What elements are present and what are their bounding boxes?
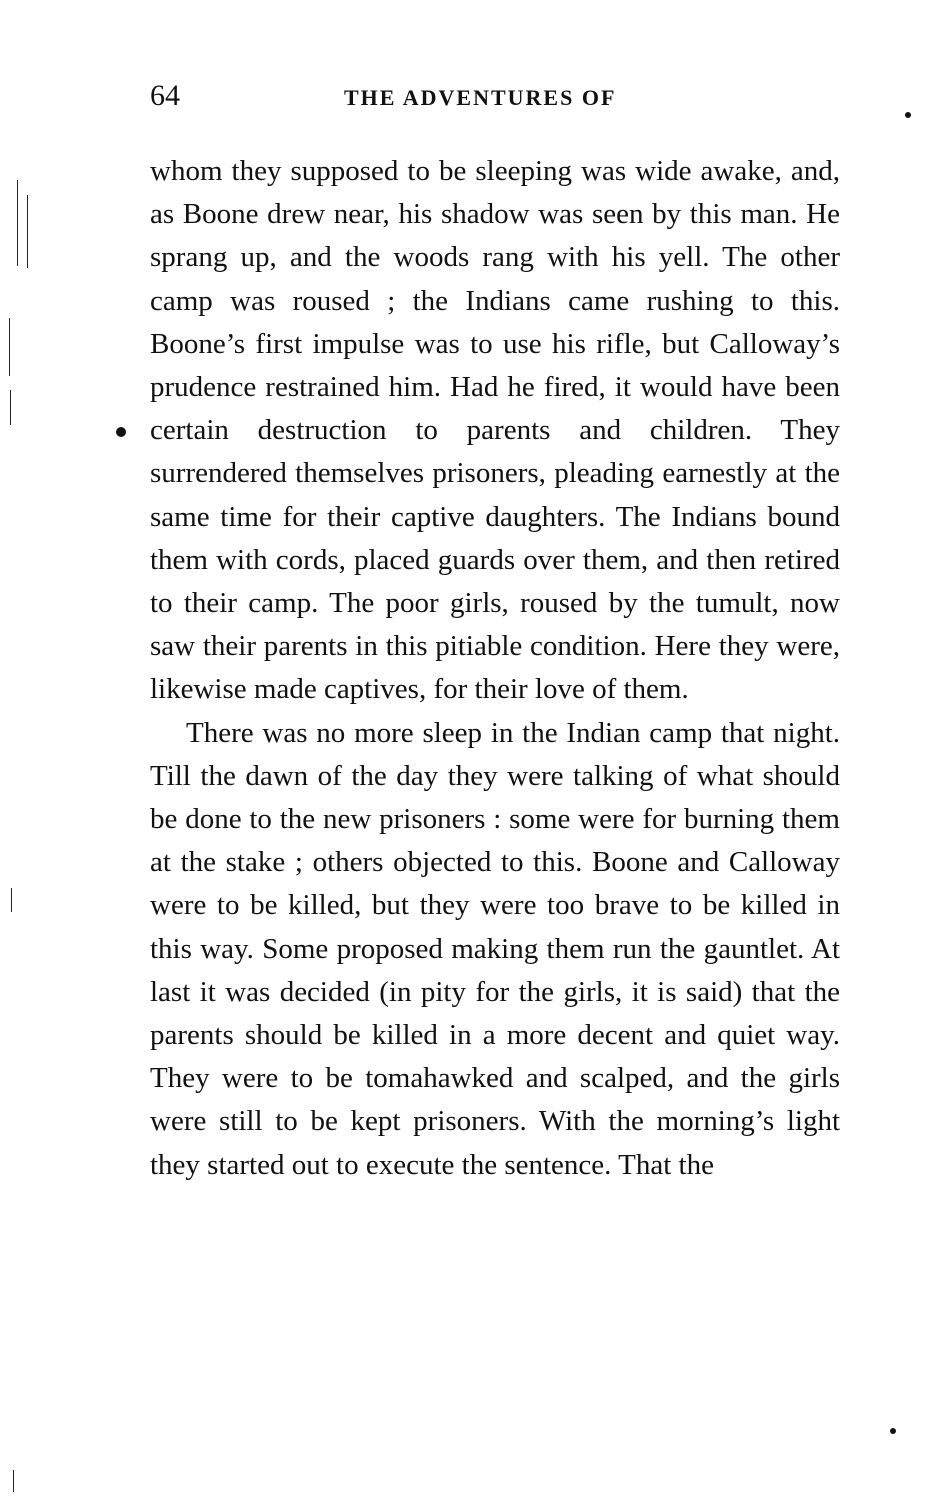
margin-mark-6	[13, 1470, 14, 1492]
margin-mark-1	[17, 180, 18, 266]
page-number: 64	[150, 79, 180, 112]
paragraph-2: There was no more sleep in the Indian camp that night. Till the dawn of the day they were talking of what should be done to the new prisoners : some were for burning them at the stake ; others objected to this. Boone and Calloway were to be killed, but they were too brave to be killed in this way. Some proposed making them run the gauntlet. At last it was decided (in pity for the girls, it is said) that the parents should be killed in a more decent and quiet way. They were to be tomahawked and scalped, and the girls were still to be kept prisoners. With the morning’s light they started out to execute the sentence. That the	[150, 716, 840, 1181]
paragraph-1: whom they supposed to be sleeping was wide awake, and, as Boone drew near, his shadow was seen by this man. He sprang up, and the woods rang with his yell. The other camp was roused ; the Indians came rushing to this. Boone’s first impulse was to use his rifle, but Calloway’s prudence restrained him. Had he fired, it would have been certain destruction to parents and children. They surrendered themselves prisoners, pleading earnestly at the same time for their captive daughters. The Indians bound them with cords, placed guards over them, and then retired to their camp. The poor girls, roused by the tumult, now saw their parents in this pitiable condition. Here they were, likewise made captives, for their love of them.	[150, 155, 840, 706]
margin-mark-2	[27, 195, 28, 268]
ink-dot-top-right	[905, 112, 911, 118]
margin-mark-5	[11, 888, 12, 912]
running-head-title: THE ADVENTURES OF	[344, 85, 617, 110]
running-head	[150, 76, 837, 116]
body-text	[150, 150, 840, 1187]
ink-bullet-left	[116, 427, 126, 437]
margin-mark-3	[9, 318, 10, 376]
margin-mark-4	[10, 390, 11, 425]
ink-dot-bottom-right	[890, 1428, 896, 1434]
